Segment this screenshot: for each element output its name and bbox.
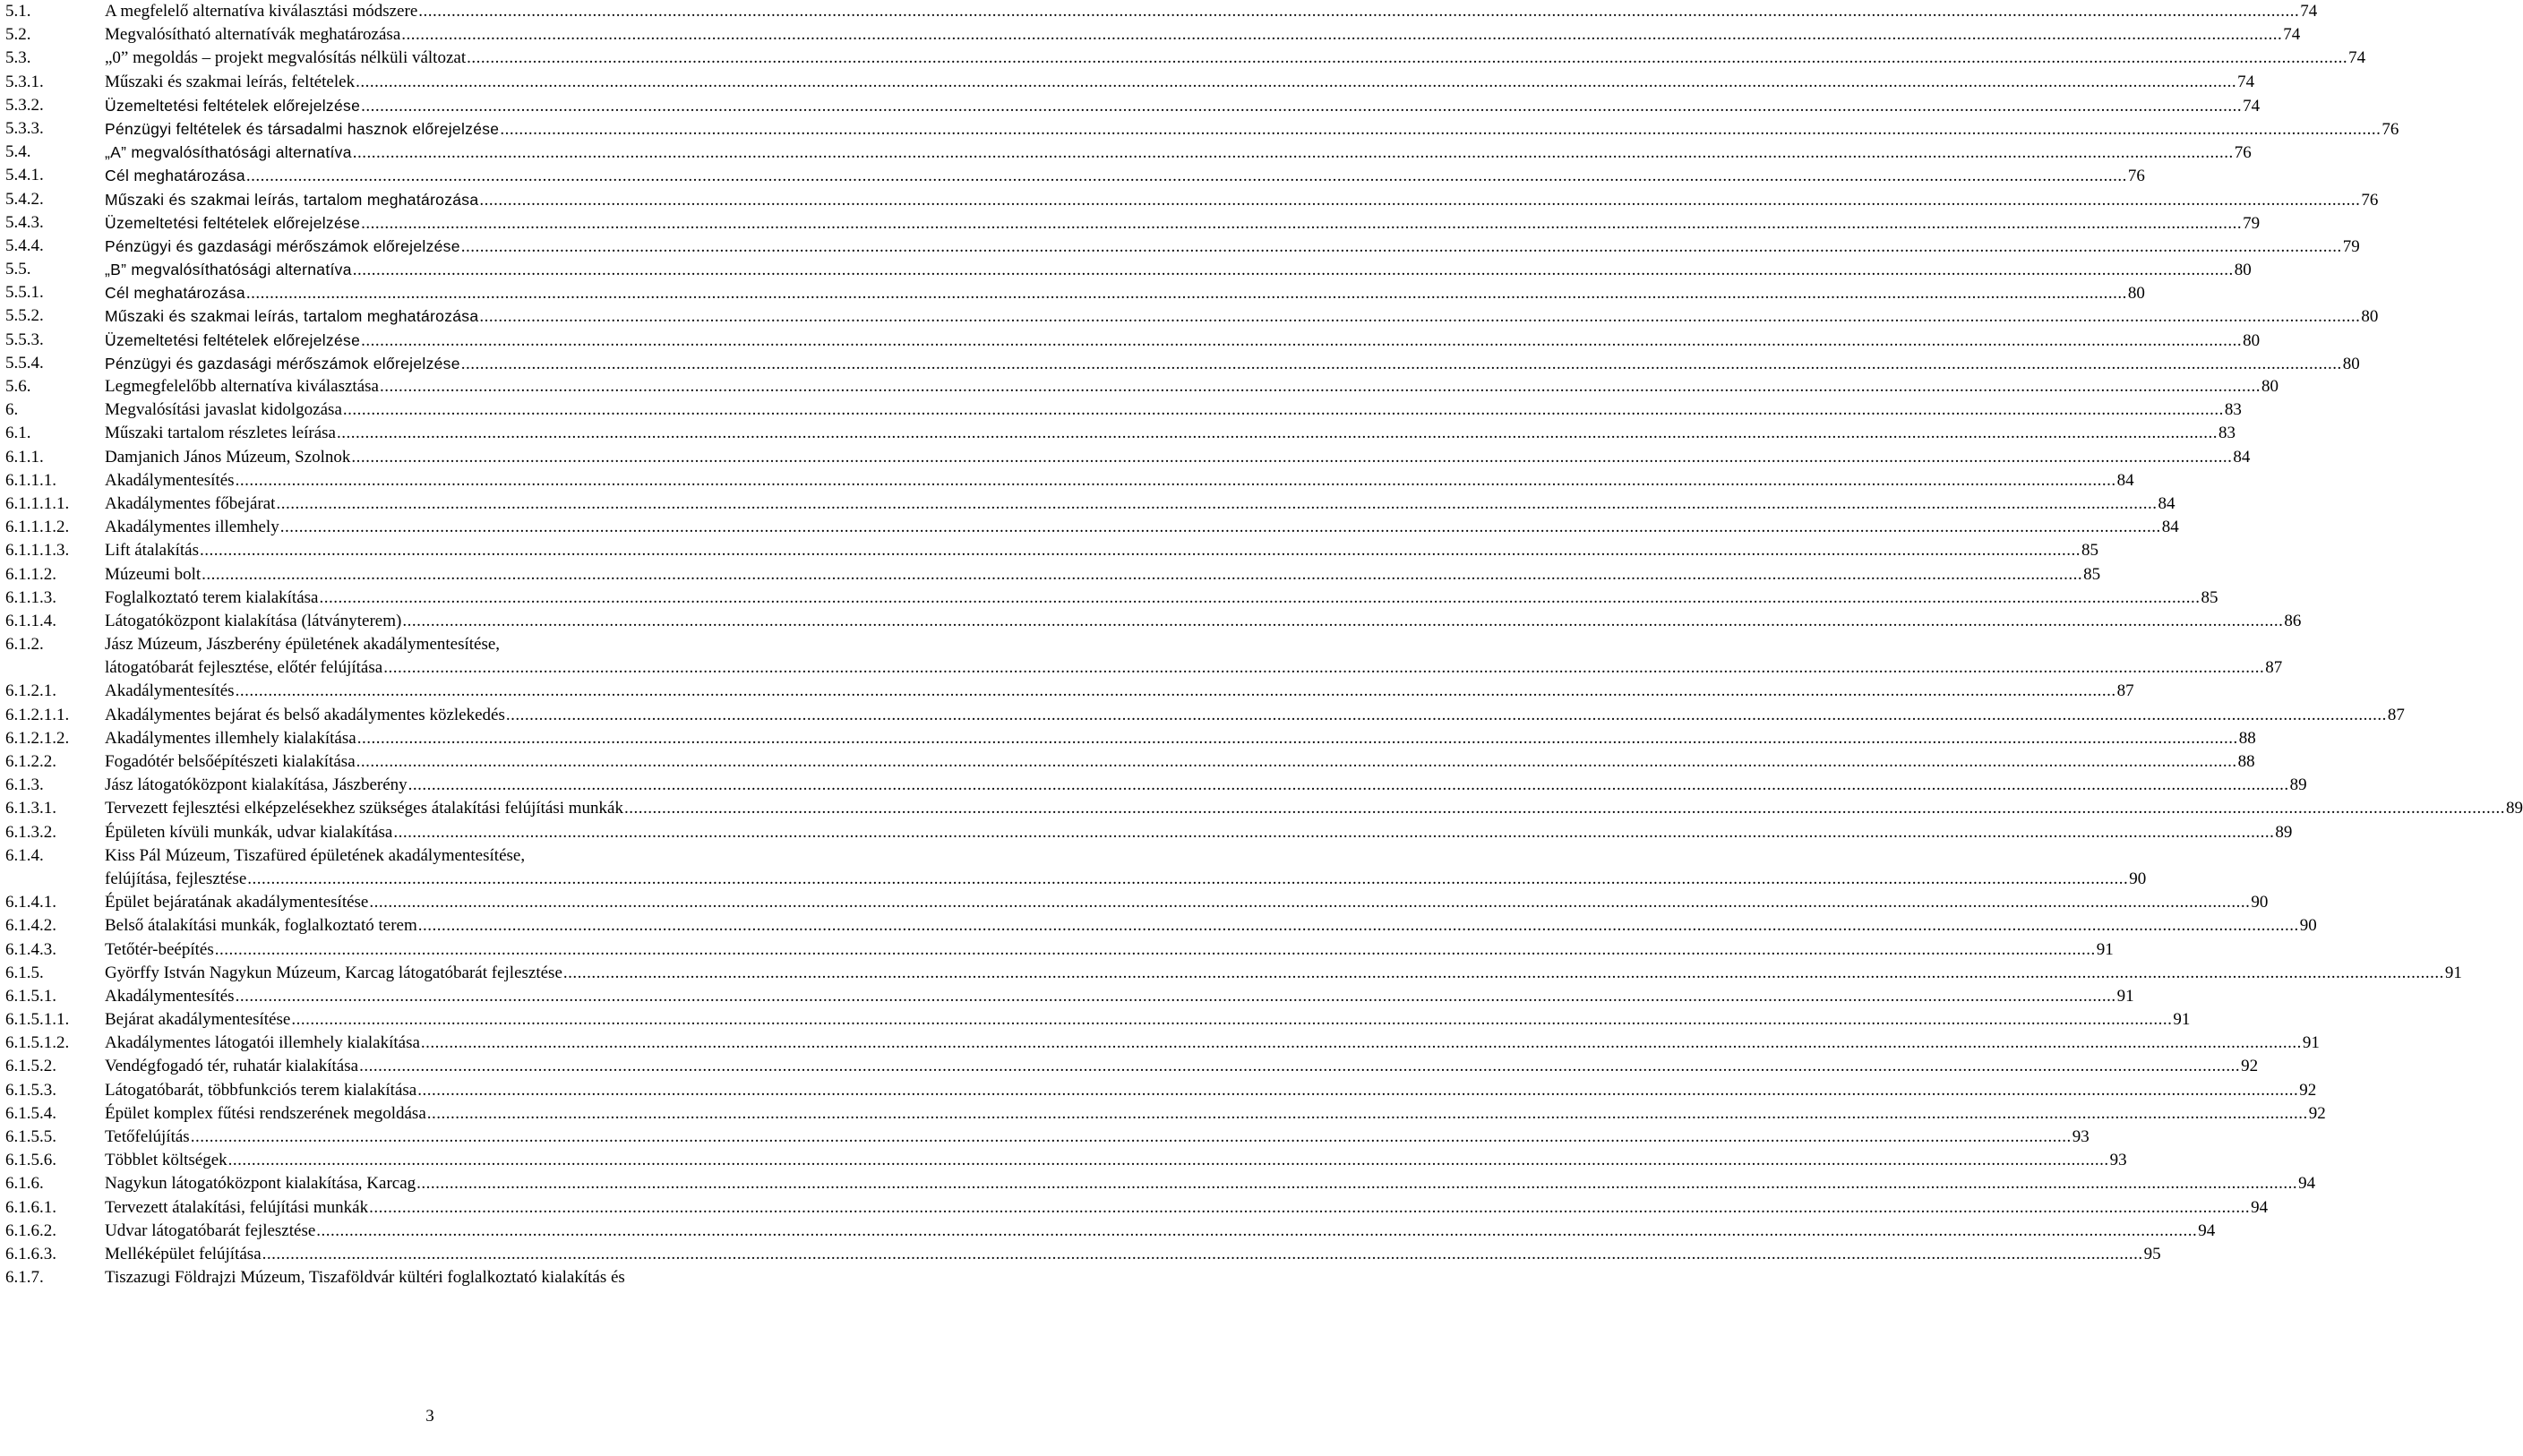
toc-entry-title: „A” megvalósíthatósági alternatíva: [105, 143, 352, 162]
dot-leader: ................................................................................................................................................................................................................................................................................................................................................................................................................: [505, 705, 2387, 724]
toc-entry-page: 79: [2243, 213, 2261, 233]
toc-entry-number: 5.5.: [5, 260, 31, 279]
toc-entry-title: Melléképület felújítása: [105, 1244, 262, 1263]
toc-entry[interactable]: [5, 398, 2242, 422]
toc-entry[interactable]: [5, 235, 2360, 258]
toc-entry-number: 6.1.2.: [5, 635, 44, 655]
dot-leader: ................................................................................................................................................................................................................................................................................................................................................................................................................: [562, 963, 2444, 982]
dot-leader: ................................................................................................................................................................................................................................................................................................................................................................................................................: [393, 822, 2275, 842]
toc-entry-title: Tervezett fejlesztési elképzelésekhez szükséges átalakítási felújítási munkák: [105, 799, 623, 818]
toc-entry[interactable]: [5, 610, 2302, 633]
toc-entry-number: 6.1.1.1.3.: [5, 541, 70, 561]
toc-entry-number: 5.4.3.: [5, 212, 44, 232]
toc-entry[interactable]: [5, 188, 2379, 211]
toc-entry-title: Múzeumi bolt: [105, 564, 202, 584]
toc-entry-page: 80: [2234, 261, 2252, 280]
toc-entry-number: 6.1.4.: [5, 845, 44, 865]
toc-entry-title: Nagykun látogatóközpont kialakítása, Karcag: [105, 1174, 416, 1194]
toc-entry-title: Látogatóbarát, többfunkciós terem kialakítása: [105, 1080, 417, 1100]
toc-entry-page: 88: [2237, 752, 2255, 772]
toc-entry[interactable]: [5, 938, 2114, 962]
toc-entry[interactable]: [5, 71, 2255, 94]
toc-entry-title: Akadálymentes illemhely: [105, 518, 279, 537]
toc-entry[interactable]: [5, 1032, 2320, 1055]
toc-entry-number: 6.1.5.6.: [5, 1151, 56, 1170]
toc-entry-title: Többlet költségek: [105, 1151, 227, 1170]
toc-entry[interactable]: [5, 774, 2307, 797]
toc-entry-title: Jász Múzeum, Jászberény épületének akadálymentesítése,: [105, 635, 501, 655]
toc-entry-title: Épület bejáratának akadálymentesítése: [105, 893, 369, 912]
toc-entry-number: 6.1.: [5, 424, 31, 443]
page-number: 3: [425, 1407, 434, 1426]
toc-entry-title: Tiszazugi Földrajzi Múzeum, Tiszaföldvár kültéri foglalkoztató kialakítás és: [105, 1268, 625, 1288]
toc-entry[interactable]: [5, 1172, 2316, 1195]
toc-entry[interactable]: [5, 1243, 2161, 1266]
dot-leader: ................................................................................................................................................................................................................................................................................................................................................................................................................: [623, 799, 2505, 818]
toc-entry-page: 91: [2444, 963, 2462, 982]
toc-entry[interactable]: [5, 1055, 2259, 1078]
toc-entry-page: 91: [2302, 1033, 2320, 1053]
toc-entry[interactable]: [5, 1008, 2191, 1032]
toc-entry-page: 85: [2201, 587, 2218, 607]
toc-entry-page: 90: [2251, 893, 2269, 912]
toc-entry-page: 87: [2265, 658, 2283, 678]
dot-leader: ................................................................................................................................................................................................................................................................................................................................................................................................................: [417, 1080, 2299, 1100]
toc-entry-page: 89: [2505, 799, 2523, 818]
dot-leader: ................................................................................................................................................................................................................................................................................................................................................................................................................: [202, 564, 2083, 584]
toc-entry-page: 80: [2261, 377, 2278, 396]
toc-entry-page: 91: [2116, 986, 2134, 1006]
toc-entry-title: Foglalkoztató terem kialakítása: [105, 587, 319, 607]
dot-leader: ................................................................................................................................................................................................................................................................................................................................................................................................................: [276, 493, 2158, 513]
toc-entry-title: Pénzügyi feltételek és társadalmi hasznok előrejelzése: [105, 119, 500, 138]
dot-leader: ................................................................................................................................................................................................................................................................................................................................................................................................................: [361, 213, 2243, 233]
toc-entry-number: 5.3.3.: [5, 118, 44, 138]
dot-leader: ................................................................................................................................................................................................................................................................................................................................................................................................................: [379, 377, 2261, 396]
toc-entry[interactable]: [5, 1220, 2216, 1243]
toc-entry-title: Műszaki és szakmai leírás, tartalom meghatározása: [105, 307, 479, 326]
toc-entry[interactable]: [5, 1266, 831, 1289]
toc-entry-title: Épületen kívüli munkák, udvar kialakítása: [105, 822, 393, 842]
dot-leader: ................................................................................................................................................................................................................................................................................................................................................................................................................: [416, 1174, 2298, 1194]
toc-entry-number: 5.5.4.: [5, 353, 44, 373]
toc-entry[interactable]: [5, 375, 2278, 398]
dot-leader: ................................................................................................................................................................................................................................................................................................................................................................................................................: [356, 752, 2237, 772]
toc-entry-title: Akadálymentesítés: [105, 681, 235, 701]
dot-leader: ................................................................................................................................................................................................................................................................................................................................................................................................................: [342, 400, 2224, 420]
toc-entry-title: Akadálymentes illemhely kialakítása: [105, 728, 356, 748]
toc-entry-title: Akadálymentes főbejárat: [105, 493, 276, 513]
dot-leader: ................................................................................................................................................................................................................................................................................................................................................................................................................: [227, 1151, 2109, 1170]
dot-leader: ................................................................................................................................................................................................................................................................................................................................................................................................................: [336, 424, 2218, 443]
toc-entry-number: 6.1.6.: [5, 1174, 44, 1194]
toc-entry-number: 6.1.2.2.: [5, 752, 56, 772]
dot-leader: ................................................................................................................................................................................................................................................................................................................................................................................................................: [352, 143, 2234, 163]
dot-leader: ................................................................................................................................................................................................................................................................................................................................................................................................................: [245, 284, 2127, 304]
dot-leader: ................................................................................................................................................................................................................................................................................................................................................................................................................: [460, 354, 2342, 373]
toc-entry-title: Megvalósítható alternatívák meghatározása: [105, 25, 401, 45]
toc-entry-number: 5.3.: [5, 48, 31, 68]
toc-entry-title: Vendégfogadó tér, ruhatár kialakítása: [105, 1057, 359, 1076]
toc-entry-title: Tervezett átalakítási, felújítási munkák: [105, 1197, 369, 1217]
toc-entry[interactable]: [5, 1196, 2269, 1220]
toc-entry-title: Fogadótér belsőépítészeti kialakítása: [105, 752, 356, 772]
toc-entry-number: 6.1.1.4.: [5, 611, 56, 630]
toc-entry[interactable]: [5, 47, 2366, 70]
toc-entry-page: 84: [2116, 470, 2134, 490]
dot-leader: ................................................................................................................................................................................................................................................................................................................................................................................................................: [359, 1057, 2241, 1076]
dot-leader: ................................................................................................................................................................................................................................................................................................................................................................................................................: [291, 1010, 2173, 1030]
dot-leader: ................................................................................................................................................................................................................................................................................................................................................................................................................: [235, 986, 2116, 1006]
dot-leader: ................................................................................................................................................................................................................................................................................................................................................................................................................: [235, 470, 2116, 490]
dot-leader: ................................................................................................................................................................................................................................................................................................................................................................................................................: [245, 167, 2127, 186]
toc-entry-number: 6.1.1.1.2.: [5, 518, 70, 537]
toc-entry-page: 80: [2243, 330, 2261, 350]
toc-entry-page: 83: [2218, 424, 2236, 443]
toc-entry[interactable]: [5, 844, 2147, 891]
toc-entry-number: 5.4.: [5, 142, 31, 162]
toc-entry-number: 6.1.5.2.: [5, 1057, 56, 1076]
toc-entry[interactable]: [5, 117, 2399, 141]
toc-entry[interactable]: [5, 352, 2360, 375]
toc-entry-number: 6.1.3.2.: [5, 822, 56, 842]
dot-leader: ................................................................................................................................................................................................................................................................................................................................................................................................................: [467, 48, 2348, 68]
toc-entry-title: Megvalósítási javaslat kidolgozása: [105, 400, 342, 420]
toc-entry-title: Pénzügyi és gazdasági mérőszámok előrejelzése: [105, 236, 460, 255]
toc-entry-number: 6.1.4.3.: [5, 939, 56, 959]
toc-entry[interactable]: [5, 797, 2523, 820]
toc-entry-number: 6.1.5.4.: [5, 1103, 56, 1123]
toc-entry-page: 74: [2300, 2, 2318, 21]
toc-entry-page: 92: [2308, 1103, 2326, 1123]
toc-entry-page: 91: [2096, 939, 2114, 959]
toc-entry[interactable]: [5, 329, 2261, 352]
toc-entry-page: 94: [2198, 1220, 2216, 1240]
toc-entry-number: 6.1.2.1.: [5, 681, 56, 701]
toc-entry-title: Györffy István Nagykun Múzeum, Karcag látogatóbarát fejlesztése: [105, 963, 562, 982]
dot-leader: ................................................................................................................................................................................................................................................................................................................................................................................................................: [479, 307, 2361, 327]
toc-entry-number: 6.1.4.2.: [5, 916, 56, 936]
dot-leader: ................................................................................................................................................................................................................................................................................................................................................................................................................: [352, 261, 2234, 280]
dot-leader: ................................................................................................................................................................................................................................................................................................................................................................................................................: [479, 190, 2361, 210]
toc-entry-number: 6.1.2.1.1.: [5, 705, 70, 724]
toc-entry-number: 5.3.1.: [5, 72, 44, 91]
toc-entry-number: 5.3.2.: [5, 95, 44, 115]
toc-entry-page: 89: [2275, 822, 2293, 842]
toc-entry-page: 89: [2289, 775, 2307, 795]
toc-entry-number: 6.1.6.1.: [5, 1197, 56, 1217]
toc-entry-number: 6.: [5, 400, 19, 420]
toc-entry-page: 95: [2143, 1244, 2161, 1263]
toc-entry[interactable]: [5, 516, 2179, 539]
toc-entry-page: 93: [2109, 1151, 2127, 1170]
toc-entry-title: Cél meghatározása: [105, 284, 245, 303]
toc-entry-page: 80: [2127, 284, 2145, 304]
toc-entry-page: 74: [2283, 25, 2301, 45]
toc-entry[interactable]: [5, 1126, 2090, 1149]
dot-leader: ................................................................................................................................................................................................................................................................................................................................................................................................................: [319, 587, 2201, 607]
toc-entry[interactable]: [5, 633, 2283, 680]
toc-entry-page: 88: [2238, 728, 2256, 748]
toc-entry-number: 5.4.4.: [5, 236, 44, 255]
toc-entry-page: 94: [2251, 1197, 2269, 1217]
toc-entry-title: „0” megoldás – projekt megvalósítás nélküli változat: [105, 48, 467, 68]
toc-entry-number: 6.1.1.3.: [5, 587, 56, 607]
toc-entry-title: Tetőfelújítás: [105, 1127, 190, 1147]
dot-leader: ................................................................................................................................................................................................................................................................................................................................................................................................................: [460, 236, 2342, 256]
toc-entry-title: Akadálymentes bejárat és belső akadálymentes közlekedés: [105, 705, 505, 724]
dot-leader: ................................................................................................................................................................................................................................................................................................................................................................................................................: [369, 893, 2251, 912]
toc-entry-number: 6.1.4.1.: [5, 893, 56, 912]
toc-entry-title: Pénzügyi és gazdasági mérőszámok előrejelzése: [105, 354, 460, 373]
dot-leader: ................................................................................................................................................................................................................................................................................................................................................................................................................: [235, 681, 2116, 701]
toc-entry-page: 79: [2342, 236, 2360, 256]
toc-entry-number: 6.1.2.1.2.: [5, 728, 70, 748]
dot-leader: ................................................................................................................................................................................................................................................................................................................................................................................................................: [408, 775, 2289, 795]
dot-leader: ................................................................................................................................................................................................................................................................................................................................................................................................................: [199, 541, 2081, 561]
toc-entry-number: 6.1.5.1.1.: [5, 1010, 70, 1030]
dot-leader: ................................................................................................................................................................................................................................................................................................................................................................................................................: [190, 1127, 2072, 1147]
toc-entry[interactable]: [5, 962, 2462, 985]
toc-entry-number: 6.1.6.3.: [5, 1244, 56, 1263]
dot-leader: ................................................................................................................................................................................................................................................................................................................................................................................................................: [247, 869, 2129, 888]
toc-entry[interactable]: [5, 891, 2269, 914]
toc-entry-page: 74: [2237, 72, 2255, 91]
toc-entry[interactable]: [5, 281, 2145, 304]
toc-entry-number: 5.6.: [5, 377, 31, 396]
toc-entry-title: látogatóbarát fejlesztése, előtér felújítása: [105, 658, 383, 678]
dot-leader: ................................................................................................................................................................................................................................................................................................................................................................................................................: [420, 1033, 2302, 1053]
toc-entry-number: 5.2.: [5, 25, 31, 45]
toc-entry-page: 87: [2116, 681, 2134, 701]
toc-entry-title: Üzemeltetési feltételek előrejelzése: [105, 96, 361, 115]
dot-leader: ................................................................................................................................................................................................................................................................................................................................................................................................................: [500, 119, 2381, 139]
dot-leader: ................................................................................................................................................................................................................................................................................................................................................................................................................: [361, 330, 2243, 350]
toc-entry-title: Műszaki tartalom részletes leírása: [105, 424, 336, 443]
toc-entry-title: Legmegfelelőbb alternatíva kiválasztása: [105, 377, 379, 396]
dot-leader: ................................................................................................................................................................................................................................................................................................................................................................................................................: [401, 25, 2283, 45]
toc-entry[interactable]: [5, 750, 2255, 774]
toc-entry-page: 74: [2348, 48, 2366, 68]
toc-entry[interactable]: [5, 680, 2134, 703]
toc-entry-title: Üzemeltetési feltételek előrejelzése: [105, 213, 361, 232]
toc-entry-number: 6.1.1.2.: [5, 564, 56, 584]
toc-entry-page: 86: [2284, 611, 2302, 630]
toc-entry-title: Cél meghatározása: [105, 167, 245, 185]
toc-entry-page: 74: [2243, 96, 2261, 116]
toc-entry-page: 76: [2361, 190, 2379, 210]
toc-entry-number: 6.1.5.1.: [5, 986, 56, 1006]
toc-entry-number: 5.5.3.: [5, 330, 44, 349]
dot-leader: ................................................................................................................................................................................................................................................................................................................................................................................................................: [214, 939, 2096, 959]
toc-entry-page: 76: [2127, 167, 2145, 186]
toc-entry-title: Akadálymentes látogatói illemhely kialakítása: [105, 1033, 420, 1053]
toc-entry[interactable]: [5, 211, 2261, 235]
toc-entry[interactable]: [5, 492, 2175, 516]
toc-entry-page: 84: [2233, 447, 2251, 467]
toc-entry-title: Látogatóközpont kialakítása (látványterem): [105, 611, 402, 630]
dot-leader: ................................................................................................................................................................................................................................................................................................................................................................................................................: [356, 728, 2238, 748]
toc-entry-number: 6.1.5.1.2.: [5, 1033, 70, 1053]
toc-entry-title: A megfelelő alternatíva kiválasztási módszere: [105, 2, 418, 21]
toc-entry[interactable]: [5, 1149, 2127, 1172]
toc-entry[interactable]: [5, 23, 2301, 47]
toc-entry-number: 6.1.3.1.: [5, 799, 56, 818]
toc-entry[interactable]: [5, 0, 2318, 23]
toc-entry-page: 80: [2361, 307, 2379, 327]
toc-entry[interactable]: [5, 539, 2098, 562]
toc-entry-page: 90: [2299, 916, 2317, 936]
toc-entry[interactable]: [5, 1079, 2317, 1102]
toc-entry-title: Kiss Pál Múzeum, Tiszafüred épületének akadálymentesítése,: [105, 845, 526, 865]
toc-entry-number: 5.5.2.: [5, 306, 44, 326]
toc-entry[interactable]: [5, 141, 2252, 164]
toc-entry-title: Belső átalakítási munkák, foglalkoztató terem: [105, 916, 417, 936]
toc-entry-title: Akadálymentesítés: [105, 470, 235, 490]
toc-entry-number: 6.1.5.: [5, 963, 44, 982]
toc-entry[interactable]: [5, 563, 2101, 587]
toc-entry-page: 84: [2161, 518, 2179, 537]
toc-entry[interactable]: [5, 985, 2134, 1008]
toc-entry-title: Bejárat akadálymentesítése: [105, 1010, 291, 1030]
dot-leader: ................................................................................................................................................................................................................................................................................................................................................................................................................: [426, 1103, 2308, 1123]
toc-entry-number: 6.1.1.1.: [5, 470, 56, 490]
toc-entry-title: Műszaki és szakmai leírás, tartalom meghatározása: [105, 190, 479, 209]
dot-leader: ................................................................................................................................................................................................................................................................................................................................................................................................................: [418, 2, 2300, 21]
dot-leader: ................................................................................................................................................................................................................................................................................................................................................................................................................: [369, 1197, 2251, 1217]
toc-entry[interactable]: [5, 821, 2293, 844]
toc-entry[interactable]: [5, 304, 2379, 328]
toc-entry[interactable]: [5, 258, 2252, 281]
toc-entry-page: 93: [2072, 1127, 2090, 1147]
toc-entry-number: 5.5.1.: [5, 283, 44, 303]
toc-entry-page: 92: [2299, 1080, 2317, 1100]
dot-leader: ................................................................................................................................................................................................................................................................................................................................................................................................................: [383, 658, 2265, 678]
toc-entry[interactable]: [5, 727, 2256, 750]
toc-entry-title: Lift átalakítás: [105, 541, 199, 561]
toc-entry-title: „B” megvalósíthatósági alternatíva: [105, 261, 352, 279]
toc-entry-number: 6.1.5.3.: [5, 1080, 56, 1100]
toc-entry[interactable]: [5, 422, 2236, 445]
toc-entry[interactable]: [5, 94, 2261, 117]
toc-entry-title: Tetőtér-beépítés: [105, 939, 214, 959]
table-of-contents: [5, 0, 2523, 1289]
toc-entry-page: 91: [2173, 1010, 2191, 1030]
toc-entry-page: 83: [2224, 400, 2242, 420]
dot-leader: ................................................................................................................................................................................................................................................................................................................................................................................................................: [402, 611, 2284, 630]
toc-entry-title: felújítása, fejlesztése: [105, 869, 247, 888]
toc-entry-page: 84: [2158, 493, 2175, 513]
toc-entry-number: 6.1.5.5.: [5, 1127, 56, 1147]
toc-entry-page: 85: [2081, 541, 2098, 561]
toc-entry-page: 94: [2298, 1174, 2316, 1194]
toc-entry[interactable]: [5, 469, 2134, 492]
toc-entry-number: 5.4.1.: [5, 166, 44, 185]
dot-leader: ................................................................................................................................................................................................................................................................................................................................................................................................................: [356, 72, 2237, 91]
toc-entry-page: 92: [2241, 1057, 2259, 1076]
dot-leader: ................................................................................................................................................................................................................................................................................................................................................................................................................: [279, 518, 2161, 537]
toc-entry-number: 6.1.6.2.: [5, 1220, 56, 1240]
dot-leader: ................................................................................................................................................................................................................................................................................................................................................................................................................: [316, 1220, 2198, 1240]
toc-entry[interactable]: [5, 587, 2218, 610]
toc-entry[interactable]: [5, 1102, 2326, 1126]
toc-entry-title: Üzemeltetési feltételek előrejelzése: [105, 330, 361, 349]
toc-entry-number: 6.1.1.1.1.: [5, 493, 70, 513]
dot-leader: ................................................................................................................................................................................................................................................................................................................................................................................................................: [351, 447, 2233, 467]
dot-leader: ................................................................................................................................................................................................................................................................................................................................................................................................................: [361, 96, 2243, 116]
toc-entry-number: 6.1.7.: [5, 1268, 44, 1288]
toc-entry-title: Műszaki és szakmai leírás, feltételek: [105, 72, 356, 91]
toc-entry-page: 87: [2387, 705, 2405, 724]
toc-entry-number: 6.1.3.: [5, 775, 44, 795]
toc-entry-page: 85: [2083, 564, 2101, 584]
toc-entry[interactable]: [5, 704, 2405, 727]
toc-entry[interactable]: [5, 914, 2317, 938]
toc-entry-title: Akadálymentesítés: [105, 986, 235, 1006]
dot-leader: ................................................................................................................................................................................................................................................................................................................................................................................................................: [262, 1244, 2143, 1263]
toc-entry-title: Jász látogatóközpont kialakítása, Jászberény: [105, 775, 408, 795]
toc-entry-page: 76: [2381, 119, 2399, 139]
toc-entry[interactable]: [5, 164, 2145, 187]
toc-entry-title: Damjanich János Múzeum, Szolnok: [105, 447, 351, 467]
toc-entry-page: 90: [2129, 869, 2147, 888]
toc-entry-number: 5.1.: [5, 2, 31, 21]
toc-entry-title: Épület komplex fűtési rendszerének megoldása: [105, 1103, 426, 1123]
dot-leader: ................................................................................................................................................................................................................................................................................................................................................................................................................: [417, 916, 2299, 936]
toc-entry-title: Udvar látogatóbarát fejlesztése: [105, 1220, 316, 1240]
toc-entry-number: 6.1.1.: [5, 447, 44, 467]
toc-entry[interactable]: [5, 446, 2251, 469]
toc-entry-number: 5.4.2.: [5, 189, 44, 209]
toc-entry-page: 76: [2234, 143, 2252, 163]
toc-entry-page: 80: [2342, 354, 2360, 373]
